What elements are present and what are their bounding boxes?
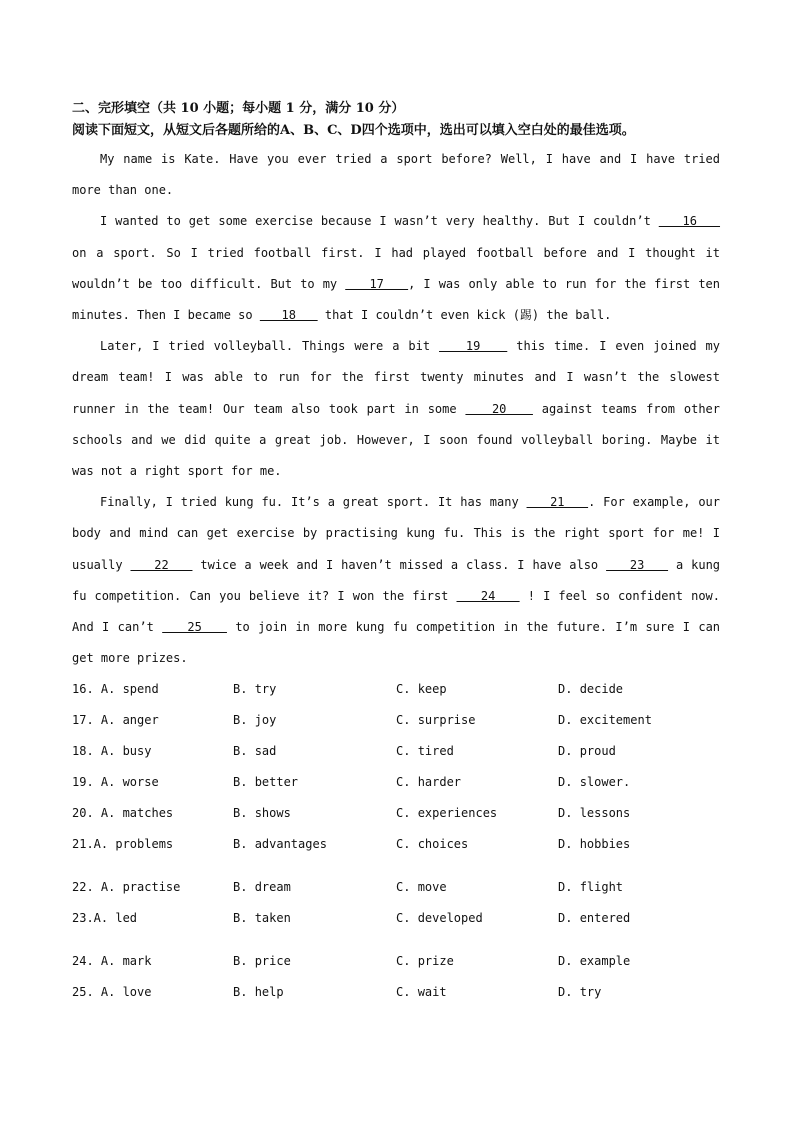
option-b-text: help — [254, 985, 284, 1000]
question-number: 20. A. — [72, 806, 123, 821]
option-a-text: matches — [122, 806, 174, 821]
question-number: 16. A. — [72, 682, 123, 697]
option-letter: C. — [396, 744, 418, 759]
option-a-text: spend — [122, 682, 159, 697]
passage-text: that I couldn’t even kick (踢) the ball. — [317, 308, 612, 323]
option-b[interactable] — [233, 674, 396, 705]
question-number: 23.A. — [72, 911, 116, 926]
option-a[interactable] — [72, 829, 233, 872]
option-a-text: problems — [115, 837, 174, 852]
option-letter: D. — [558, 985, 580, 1000]
option-a[interactable] — [72, 705, 233, 736]
option-letter: C. — [396, 985, 418, 1000]
option-d[interactable] — [558, 946, 630, 977]
option-a-text: practise — [122, 880, 181, 895]
passage-text: My name is Kate. Have you ever tried a sport before? Well, I have and I have tried more than one. — [72, 152, 720, 198]
option-d[interactable] — [558, 674, 623, 705]
answer-blank: 19 — [439, 339, 508, 354]
answer-blank: 24 — [456, 588, 520, 603]
question-row — [72, 798, 720, 829]
option-b-text: sad — [254, 744, 277, 759]
option-a[interactable] — [72, 674, 233, 705]
option-c-text: prize — [417, 954, 454, 969]
option-a-text: anger — [122, 713, 159, 728]
question-number: 21.A. — [72, 837, 116, 852]
option-letter: B. — [233, 985, 255, 1000]
option-a[interactable] — [72, 872, 233, 903]
option-c-text: choices — [417, 837, 469, 852]
answer-blank: 16 — [658, 214, 721, 229]
question-row — [72, 705, 720, 736]
question-row — [72, 872, 720, 903]
question-number: 19. A. — [72, 775, 123, 790]
option-a-text: love — [122, 985, 152, 1000]
passage-text: against teams from other schools and we did quite a great job. However, I soon found volleyball boring. Maybe it was not a right sport for me. — [72, 401, 720, 479]
option-d-text: entered — [579, 911, 631, 926]
question-number: 25. A. — [72, 985, 123, 1000]
option-a[interactable] — [72, 903, 233, 946]
option-a[interactable] — [72, 736, 233, 767]
passage-text: to join in more kung fu competition in the future. I’m sure I can get more prizes. — [72, 620, 721, 666]
option-d-text: hobbies — [579, 837, 631, 852]
answer-options — [72, 674, 720, 1008]
question-number: 18. A. — [72, 744, 123, 759]
option-c-text: wait — [417, 985, 447, 1000]
option-d[interactable] — [558, 736, 616, 767]
answer-blank: 22 — [130, 557, 193, 572]
option-c[interactable] — [396, 829, 558, 872]
option-b-text: better — [254, 775, 299, 790]
option-letter: D. — [558, 744, 580, 759]
option-c[interactable] — [396, 946, 558, 977]
option-a[interactable] — [72, 977, 233, 1008]
option-c-text: tired — [417, 744, 454, 759]
option-d-text: lessons — [579, 806, 631, 821]
passage-paragraph — [72, 144, 720, 206]
answer-blank: 21 — [526, 495, 589, 510]
option-a-text: busy — [122, 744, 152, 759]
section-title: 二、完形填空（共 10 小题；每小题 1 分，满分 10 分） — [72, 101, 405, 116]
option-c[interactable] — [396, 767, 558, 798]
option-c[interactable] — [396, 977, 558, 1008]
option-letter: D. — [558, 837, 580, 852]
question-number: 24. A. — [72, 954, 123, 969]
option-c-text: move — [417, 880, 447, 895]
option-d[interactable] — [558, 872, 623, 903]
option-letter: C. — [396, 954, 418, 969]
option-b-text: joy — [254, 713, 277, 728]
answer-blank: 17 — [345, 276, 409, 291]
option-b[interactable] — [233, 872, 396, 903]
passage-text: , I was only able to run for the first ten minutes. Then I became so — [72, 276, 721, 323]
option-c[interactable] — [396, 705, 558, 736]
option-letter: D. — [558, 775, 580, 790]
option-letter: C. — [396, 775, 418, 790]
option-letter: C. — [396, 713, 418, 728]
question-row — [72, 977, 720, 1008]
passage-text: a kung fu competition. Can you believe it? I won the first — [72, 557, 721, 603]
option-c-text: developed — [417, 911, 483, 926]
option-letter: D. — [558, 682, 580, 697]
option-letter: B. — [233, 775, 255, 790]
option-letter: B. — [233, 837, 255, 852]
option-d[interactable] — [558, 767, 630, 798]
option-d[interactable] — [558, 705, 652, 736]
passage-text: this time. I even joined my dream team! I was able to run for the first twenty minutes and I wasn’t the slowest runner in the team! Our team also took part in some — [72, 339, 721, 416]
option-a-text: led — [115, 911, 138, 926]
option-a[interactable] — [72, 798, 233, 829]
passage-text: I wanted to get some exercise because I wasn’t very healthy. But I couldn’t — [100, 214, 659, 229]
option-d[interactable] — [558, 829, 630, 872]
option-b[interactable] — [233, 767, 396, 798]
option-a[interactable] — [72, 946, 233, 977]
question-row — [72, 767, 720, 798]
passage-text: . For example, our body and mind can get exercise by practising kung fu. This is the right sport for me! I usually — [72, 495, 720, 572]
cloze-passage — [72, 144, 720, 674]
option-b-text: advantages — [254, 837, 327, 852]
question-row — [72, 736, 720, 767]
passage-paragraph — [72, 487, 720, 674]
option-letter: C. — [396, 806, 418, 821]
option-b[interactable] — [233, 798, 396, 829]
option-c[interactable] — [396, 872, 558, 903]
option-c-text: surprise — [417, 713, 476, 728]
option-b-text: price — [254, 954, 291, 969]
option-b[interactable] — [233, 736, 396, 767]
question-row — [72, 903, 720, 946]
option-a[interactable] — [72, 767, 233, 798]
option-letter: B. — [233, 744, 255, 759]
option-c[interactable] — [396, 674, 558, 705]
answer-blank: 18 — [259, 308, 318, 323]
exam-page — [72, 96, 720, 1008]
question-row — [72, 829, 720, 872]
option-b[interactable] — [233, 829, 396, 872]
option-d[interactable] — [558, 798, 630, 829]
passage-text: Later, I tried volleyball. Things were a bit — [100, 339, 440, 354]
option-letter: C. — [396, 880, 418, 895]
option-letter: B. — [233, 911, 255, 926]
option-letter: D. — [558, 954, 580, 969]
option-letter: D. — [558, 806, 580, 821]
option-letter: B. — [233, 954, 255, 969]
option-a-text: worse — [122, 775, 159, 790]
option-d-text: flight — [579, 880, 624, 895]
option-letter: C. — [396, 837, 418, 852]
passage-text: twice a week and I haven’t missed a class. I have also — [192, 557, 607, 572]
option-d[interactable] — [558, 977, 601, 1008]
question-number: 22. A. — [72, 880, 123, 895]
passage-text: Finally, I tried kung fu. It’s a great sport. It has many — [100, 495, 527, 510]
option-d-text: decide — [579, 682, 624, 697]
option-letter: B. — [233, 880, 255, 895]
option-c-text: harder — [417, 775, 462, 790]
option-b[interactable] — [233, 705, 396, 736]
option-d-text: try — [579, 985, 602, 1000]
option-a-text: mark — [122, 954, 152, 969]
instructions: 阅读下面短文，从短文后各题所给的A、B、C、D四个选项中，选出可以填入空白处的最佳选项。 — [72, 123, 635, 138]
answer-blank: 23 — [606, 557, 669, 572]
option-d[interactable] — [558, 903, 630, 946]
option-b-text: dream — [254, 880, 291, 895]
option-b[interactable] — [233, 946, 396, 977]
option-letter: D. — [558, 880, 580, 895]
option-d-text: excitement — [579, 713, 652, 728]
option-c-text: experiences — [417, 806, 498, 821]
option-letter: B. — [233, 713, 255, 728]
option-b-text: shows — [254, 806, 291, 821]
option-c[interactable] — [396, 903, 558, 946]
option-d-text: slower. — [579, 775, 631, 790]
option-letter: B. — [233, 806, 255, 821]
option-letter: D. — [558, 911, 580, 926]
answer-blank: 25 — [162, 620, 227, 635]
option-b-text: try — [254, 682, 277, 697]
passage-paragraph — [72, 206, 720, 331]
option-c[interactable] — [396, 798, 558, 829]
option-b[interactable] — [233, 977, 396, 1008]
option-d-text: example — [579, 954, 631, 969]
passage-paragraph — [72, 331, 720, 487]
option-letter: D. — [558, 713, 580, 728]
option-letter: C. — [396, 911, 418, 926]
passage-text: on a sport. So I tried football first. I had played football before and I thought it wouldn’t be too difficult. But to my — [72, 245, 720, 291]
question-number: 17. A. — [72, 713, 123, 728]
option-d-text: proud — [579, 744, 616, 759]
option-b[interactable] — [233, 903, 396, 946]
option-letter: B. — [233, 682, 255, 697]
option-b-text: taken — [254, 911, 291, 926]
question-row — [72, 674, 720, 705]
option-c[interactable] — [396, 736, 558, 767]
question-row — [72, 946, 720, 977]
option-letter: C. — [396, 682, 418, 697]
option-c-text: keep — [417, 682, 447, 697]
passage-text: ! I feel so confident now. And I can’t — [72, 588, 720, 635]
answer-blank: 20 — [465, 401, 533, 416]
